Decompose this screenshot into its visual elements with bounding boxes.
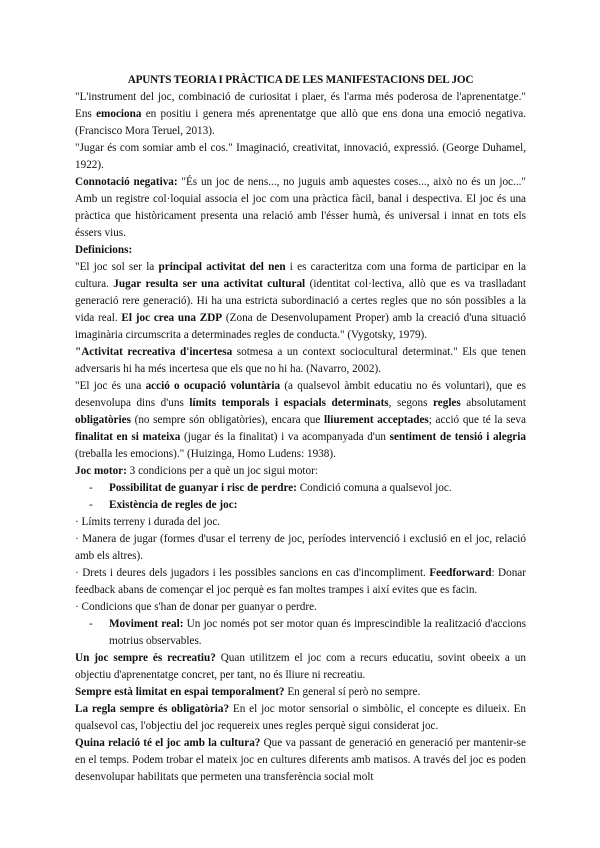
bold-run: acció o ocupació voluntària — [145, 380, 281, 392]
paragraph-connotacio-negativa — [75, 174, 526, 242]
bold-run: Un joc sempre és recreatiu? — [75, 652, 216, 664]
text-run: i es caracteritza com una forma de participar en la cultura. — [75, 261, 526, 290]
text-run: (identitat col·lectiva, allò que es va traslladant generació rere generació). Hi ha una estricta subordinació a certes regles que no són possibles a la vida real. — [75, 278, 527, 324]
document-title: APUNTS TEORIA I PRÀCTICA DE LES MANIFESTACIONS DEL JOC — [127, 74, 474, 86]
text-run: Condició comuna a qualsevol joc. — [296, 482, 452, 494]
text-run: sotmesa a un context sociocultural determinat." Els que tenen adversaris hi ha més incertesa que els que no hi ha. (Navarro, 2002). — [75, 346, 526, 375]
bold-run: Possibilitat de guanyar i risc de perdre: — [109, 482, 297, 494]
bold-run: Connotació negativa: — [75, 176, 178, 188]
text-run: : Donar feedback abans de començar el joc perquè es fan moltes trampes i així evites que es facin. — [75, 567, 526, 596]
text-run: en positiu i genera més aprenentatge que allò que ens dona una emoció negativa. (Francisco Mora Teruel, 2013). — [75, 108, 526, 137]
text-run: En el joc motor sensorial o simbòlic, el concepte es dilueix. En qualsevol cas, l'objectiu del joc requereix unes regles perquè sigui considerat joc. — [75, 703, 526, 732]
bold-run: obligatòries — [75, 414, 131, 426]
bold-run: "Activitat recreativa d'incertesa — [75, 346, 233, 358]
text-run: "El joc sol ser la — [75, 261, 159, 273]
bold-run: Moviment real: — [109, 618, 184, 630]
dash-marker: - — [89, 499, 93, 511]
bullet-drets-deures — [75, 565, 526, 599]
question-limitat — [75, 684, 526, 701]
paragraph-duhamel: "Jugar és com somiar amb el cos." Imaginació, creativitat, innovació, expressió. (George Duhamel, 1922). — [75, 142, 526, 171]
paragraph-mora-teruel — [75, 89, 526, 140]
list-item-text — [109, 616, 526, 650]
dash-marker: - — [89, 482, 93, 494]
bold-run: El joc crea una ZDP — [121, 312, 223, 324]
bold-run: finalitat en si mateixa — [75, 431, 181, 443]
bold-run: Jugar resulta ser una activitat cultural — [113, 278, 306, 290]
text-run: · Drets i deures dels jugadors i les possibles sancions en cas d'incompliment. — [75, 567, 430, 579]
definition-huizinga — [75, 378, 526, 463]
bold-run: Sempre està limitat en espai temporalment? — [75, 686, 285, 698]
bullet-limits: · Límits terreny i durada del joc. — [75, 516, 221, 528]
bold-run: Quina relació té el joc amb la cultura? — [75, 737, 261, 749]
bold-run: límits temporals i espacials determinats — [189, 397, 389, 409]
bold-run: lliurement acceptades — [324, 414, 429, 426]
text-run: absolutament — [460, 397, 526, 409]
text-run: (no sempre són obligatòries), encara que — [130, 414, 325, 426]
text-run: 3 condicions per a què un joc sigui motor: — [126, 465, 318, 477]
list-item-guanyar-perdre — [75, 480, 526, 497]
text-run: Que va passant de generació en generació per mantenir-se en el temps. Podem trobar el mateix joc en cultures diferents amb matisos. A través del joc es poden desenvolupar habilitats que permeten una transferència social molt — [75, 737, 526, 783]
bullet-manera-jugar: · Manera de jugar (formes d'usar el terreny de joc, períodes intervenció i exclusió en el joc, relació amb els altres). — [75, 533, 526, 562]
bold-run: La regla sempre és obligatòria? — [75, 703, 230, 715]
text-run: ; acció que té la seva — [428, 414, 526, 426]
text-run: Un joc només pot ser motor quan és imprescindible la realització d'accions motrius observables. — [109, 618, 526, 647]
text-run: (a qualsevol àmbit educatiu no és voluntari), que es desenvolupa dins d'uns — [75, 380, 526, 409]
question-cultura — [75, 735, 526, 786]
bold-run: Joc motor: — [75, 465, 127, 477]
text-run: (treballa les emocions)." (Huizinga, Homo Ludens: 1938). — [75, 448, 336, 460]
text-run: "L'instrument del joc, combinació de curiositat i plaer, és l'arma més poderosa de l'aprenentatge." Ens — [75, 91, 526, 120]
question-recreatiu — [75, 650, 526, 684]
text-run: "És un joc de nens..., no juguis amb aquestes coses..., això no és un joc..." Amb un registre col·loquial associa el joc com una pràctica fàcil, banal i despectiva. El joc és una pràctica que històricament presenta una relació amb l'ésser humà, és universal i innat en tots els éssers vius. — [75, 176, 526, 239]
bullet-condicions: · Condicions que s'han de donar per guanyar o perdre. — [75, 601, 317, 613]
document-body — [75, 72, 526, 786]
text-run: (Zona de Desenvolupament Proper) amb la creació d'una situació imaginària circumscrita a determinades regles de conducta." (Vygotsky, 1979). — [75, 312, 526, 341]
definition-navarro — [75, 344, 526, 378]
list-item-moviment-real — [75, 616, 526, 650]
dash-marker: - — [89, 618, 93, 630]
text-run: (jugar és la finalitat) i va acompanyada d'un — [180, 431, 390, 443]
bold-run: regles — [433, 397, 461, 409]
text-run: Quan utilitzem el joc com a recurs educatiu, sovint obeeix a un objectiu d'aprenentatge concret, per tant, no és lliure ni recreatiu. — [75, 652, 526, 681]
bold-run: Feedforward — [429, 567, 492, 579]
text-run: En general sí però no sempre. — [284, 686, 421, 698]
list-item-text — [109, 480, 526, 497]
bold-run: principal activitat del nen — [158, 261, 286, 273]
question-regla — [75, 701, 526, 735]
text-run: , segons — [388, 397, 433, 409]
definition-vygotsky — [75, 259, 526, 344]
bold-run: sentiment de tensió i alegria — [389, 431, 526, 443]
bold-run: emociona — [96, 108, 142, 120]
bold-run: Existència de regles de joc: — [109, 499, 238, 511]
text-run: "El joc és una — [75, 380, 146, 392]
list-item-regles — [75, 497, 526, 514]
list-item-text — [109, 497, 526, 514]
section-heading-definicions: Definicions: — [75, 244, 133, 256]
paragraph-joc-motor — [75, 463, 526, 480]
